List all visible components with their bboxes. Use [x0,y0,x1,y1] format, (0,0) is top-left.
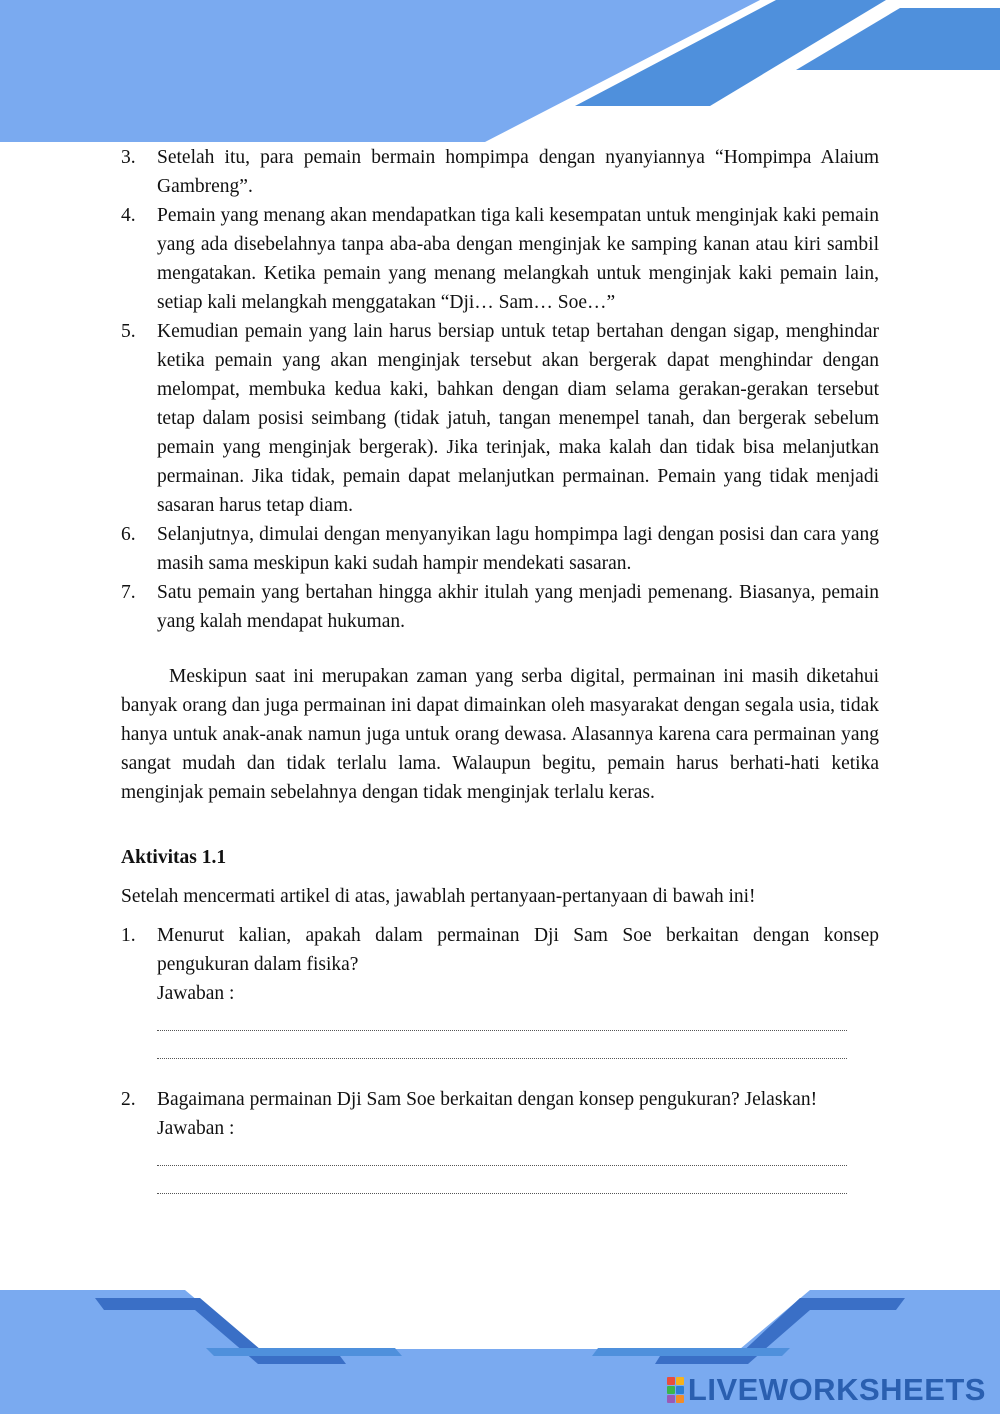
question-text: Menurut kalian, apakah dalam permainan Dji Sam Soe berkaitan dengan konsep pengukuran dalam fisika? [157,925,879,975]
activity-intro: Setelah mencermati artikel di atas, jawablah pertanyaan-pertanyaan di bawah ini! [121,886,756,907]
steps-list [121,143,879,636]
step-text: Selanjutnya, dimulai dengan menyanyikan lagu hompimpa lagi dengan posisi dan cara yang masih sama meskipun kaki sudah hampir mendekati sasaran. [157,524,879,574]
step-number: 3. [121,147,136,168]
step-text: Setelah itu, para pemain bermain hompimpa dengan nyanyiannya “Hompimpa Alaium Gambreng”. [157,147,879,197]
step-number: 6. [121,524,136,545]
liveworksheets-brand[interactable] [667,1372,986,1408]
step-text: Pemain yang menang akan mendapatkan tiga kali kesempatan untuk menginjak kaki pemain yang ada disebelahnya tanpa aba-aba dengan menginjak ke samping kanan atau kiri sambil mengatakan. Ketika pemain yang menang melangkah untuk menginjak kaki pemain lain, setiap kali melangkah menggatakan “Dji… Sam… Soe…” [157,205,879,313]
brand-name: LIVEWORKSHEETS [687,1372,986,1407]
page-content [121,143,879,1194]
step-text: Kemudian pemain yang lain harus bersiap untuk tetap bertahan dengan sigap, menghindar ketika pemain yang akan menginjak tersebut akan bergerak dapat menghindar dengan melompat, membuka kedua kaki, bahkan dengan diam selama gerakan-gerakan tersebut tetap dalam posisi seimbang (tidak jatuh, tangan menempel tanah, dan bergerak sebelum pemain yang menginjak bergerak). Jika terinjak, maka kalah dan tidak bisa melanjutkan permainan. Jika tidak, pemain dapat melanjutkan permainan. Pemain yang tidak menjadi sasaran harus tetap diam. [157,321,879,516]
answer-line-2[interactable] [157,1166,847,1194]
list-item [121,317,879,520]
header-decoration [0,0,1000,150]
answer-line-2[interactable] [157,1031,847,1059]
activity-title: Aktivitas 1.1 [121,847,227,868]
list-item [121,201,879,317]
question-2 [121,1085,879,1194]
answer-label: Jawaban : [157,983,235,1004]
footer-stripe-bottom-right [592,1348,790,1356]
step-number: 4. [121,205,136,226]
step-text: Satu pemain yang bertahan hingga akhir itulah yang menjadi pemenang. Biasanya, pemain yang kalah mendapat hukuman. [157,582,879,632]
answer-label: Jawaban : [157,1118,235,1139]
body-paragraph: Meskipun saat ini merupakan zaman yang serba digital, permainan ini masih diketahui banyak orang dan juga permainan ini dapat dimainkan oleh masyarakat dengan segala usia, tidak hanya untuk anak-anak namun juga untuk orang dewasa. Alasannya karena cara permainan yang sangat mudah dan tidak terlalu lama. Walaupun begitu, pemain harus berhati-hati ketika menginjak pemain sebelahnya dengan tidak menginjak terlalu keras. [121,666,879,803]
step-number: 7. [121,582,136,603]
question-number: 1. [121,925,136,946]
answer-line-1[interactable] [157,1008,847,1031]
footer-stripe-bottom-left [206,1348,402,1356]
answer-line-1[interactable] [157,1143,847,1166]
list-item [121,143,879,201]
list-item [121,578,879,636]
step-number: 5. [121,321,136,342]
liveworksheets-logo-icon [667,1377,684,1403]
question-number: 2. [121,1089,136,1110]
list-item [121,520,879,578]
question-1 [121,921,879,1059]
question-text: Bagaimana permainan Dji Sam Soe berkaitan dengan konsep pengukuran? Jelaskan! [157,1089,818,1110]
